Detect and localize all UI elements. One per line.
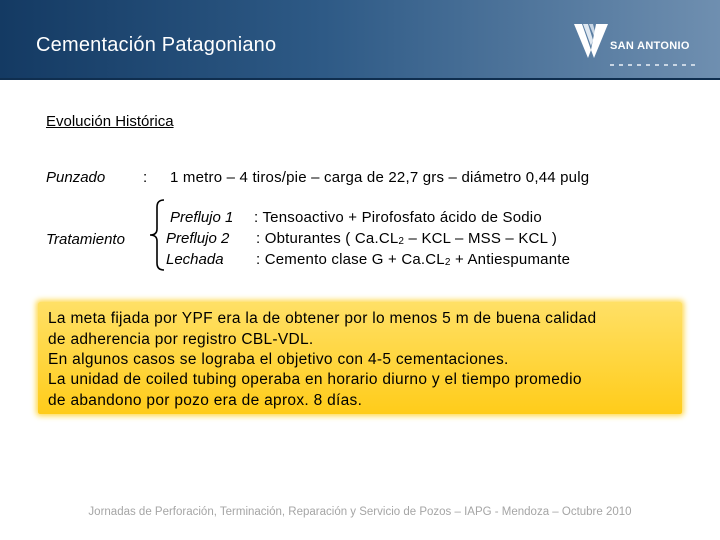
preflujo-2-text: : Obturantes ( $Ca.CL_2$ – KCL – MSS – KCL )	[256, 230, 558, 247]
lechada-label: Lechada	[166, 251, 224, 268]
callout-line-1: La meta fijada por YPF era la de obtener por lo menos 5 m de buena calidad	[48, 310, 597, 327]
title-bar	[0, 0, 720, 80]
slide-title: Cementación Patagoniano	[36, 34, 277, 56]
callout-line-2: de adherencia por registro CBL-VDL.	[48, 331, 314, 348]
preflujo-2-label: Preflujo 2	[166, 230, 230, 247]
logo-dots	[610, 53, 704, 57]
lechada-text: : Cemento clase $G + Ca.CL_2$ + Antiespumante	[256, 251, 571, 268]
section-heading: Evolución Histórica	[46, 113, 174, 130]
logo-emblem-icon	[574, 20, 608, 60]
callout-line-3: En algunos casos se lograba el objetivo con 4-5 cementaciones.	[48, 351, 509, 368]
tratamiento-label: Tratamiento	[46, 231, 125, 248]
preflujo-1-label: Preflujo 1	[170, 209, 234, 226]
callout-line-5: de abandono por pozo era de aprox. 8 días.	[48, 392, 363, 409]
punzado-label: Punzado	[46, 169, 106, 186]
preflujo-1-text: : Tensoactivo + Pirofosfato ácido de Sodio	[254, 209, 542, 226]
brace-icon	[148, 199, 166, 271]
highlight-callout	[38, 302, 682, 414]
logo-wordmark: SAN ANTONIO	[610, 40, 690, 52]
punzado-text: 1 metro – 4 tiros/pie – carga de 22,7 grs – diámetro 0,44 pulg	[170, 169, 590, 186]
footer-text: Jornadas de Perforación, Terminación, Reparación y Servicio de Pozos – IAPG - Mendoza – Octubre 2010	[88, 506, 632, 518]
san-antonio-logo	[574, 20, 714, 64]
punzado-colon: :	[143, 169, 148, 186]
callout-line-4: La unidad de coiled tubing operaba en horario diurno y el tiempo promedio	[48, 371, 582, 388]
